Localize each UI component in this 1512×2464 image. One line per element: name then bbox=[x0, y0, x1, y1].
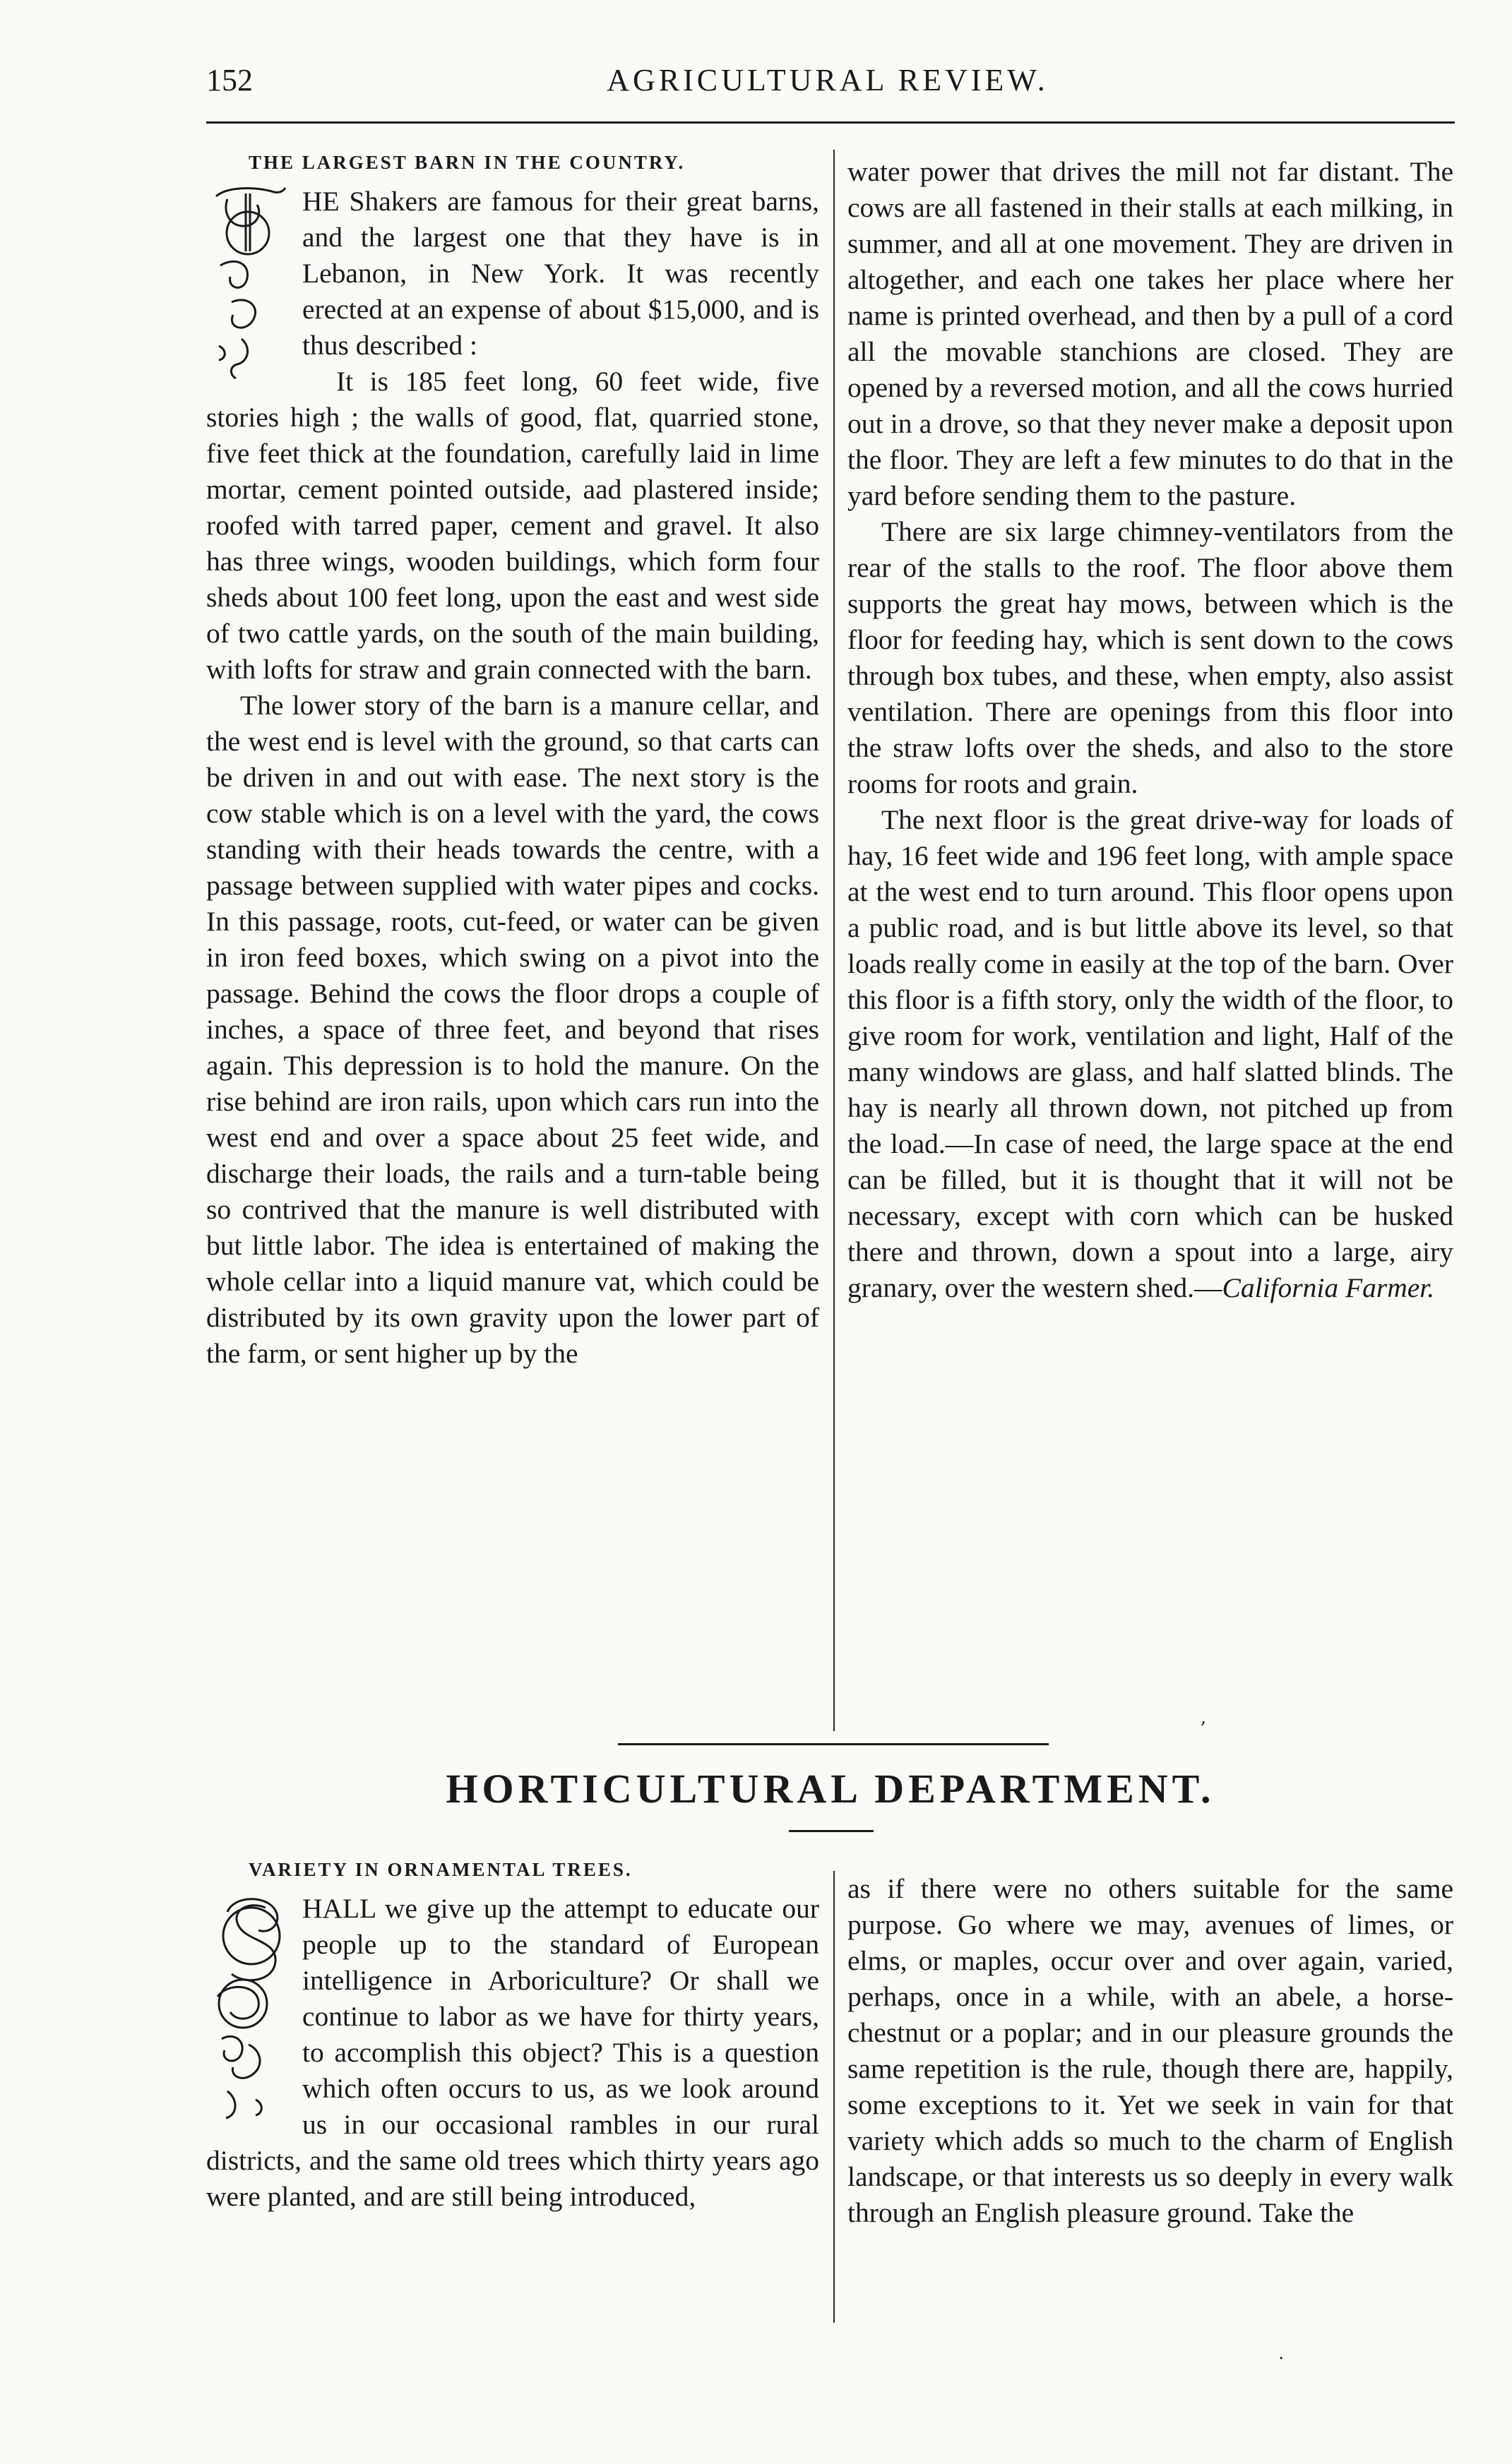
article1-column-left bbox=[206, 147, 819, 1372]
article1-paragraph-6 bbox=[847, 802, 1453, 1306]
article1-dropcap-ornament bbox=[206, 184, 290, 395]
department-title: HORTICULTURAL DEPARTMENT. bbox=[446, 1766, 1215, 1812]
running-head bbox=[206, 62, 1449, 112]
department-rule-bottom bbox=[789, 1830, 874, 1832]
journal-title: AGRICULTURAL REVIEW. bbox=[607, 63, 1049, 97]
article2-paragraph-1: HALL we give up the attempt to educate our people up to the standard of European intelligence in Arboriculture? Or shall we continue to labor as we have for thirty years, to accomplish this object? This is a question which often occurs to us, as we look around us in our occasional rambles in our rural districts, and the same old trees which thirty years ago were planted, and are still being introduced, bbox=[206, 1893, 819, 2212]
stray-mark: , bbox=[1201, 1707, 1207, 1728]
article1-paragraph-3: The lower story of the barn is a manure cellar, and the west end is level with the ground, so that carts can be driven in and out with ease. The next story is the cow stable which is on a level with the yard, the cows standing with their heads towards the centre, with a passage between supplied with water pipes and cocks. In this passage, roots, cut-feed, or water can be given in iron feed boxes, which swing on a pivot into the passage. Behind the cows the floor drops a couple of inches, a space of three feet, and beyond that rises again. This depression is to hold the manure. On the rise behind are iron rails, upon which cars run into the west end and over a space about 25 feet wide, and discharge their loads, the rails and a turn-table being so contrived that the manure is well distributed with but little labor. The idea is entertained of making the whole cellar into a liquid manure vat, which could be distributed by its own gravity upon the lower part of the farm, or sent higher up by the bbox=[206, 690, 819, 1369]
page-number: 152 bbox=[206, 63, 253, 97]
column-divider-bottom bbox=[833, 1871, 835, 2323]
article2-column-left bbox=[206, 1854, 819, 2215]
article1-paragraph-4: water power that drives the mill not far distant. The cows are all fastened in their stalls at each milking, in summer, and all at one movement. They are driven in altogether, and each one takes her place where her name is printed overhead, and then by a pull of a cord all the movable stanchions are closed. They are opened by a reversed motion, and all the cows hurried out in a drove, so that they never make a deposit upon the floor. They are left a few minutes to do that in the yard before sending them to the pasture. bbox=[847, 156, 1453, 511]
article1-column-right bbox=[847, 154, 1453, 1306]
article2-paragraph-2: as if there were no others suitable for the same purpose. Go where we may, avenues of limes, or elms, or maples, occur over and over again, varied, perhaps, once in a while, with an abele, a horse-chestnut or a poplar; and in our pleasure grounds the same repetition is the rule, though there are, happily, some exceptions to it. Yet we seek in vain for that variety which adds so much to the charm of English landscape, or that interests us so deeply in every walk through an English pleasure ground. Take the bbox=[847, 1873, 1453, 2228]
department-rule-top bbox=[618, 1743, 1049, 1745]
article1-paragraph-2: It is 185 feet long, 60 feet wide, five stories high ; the walls of good, flat, quarried stone, five feet thick at the foundation, carefully laid in lime mortar, cement pointed outside, aad plastered inside; roofed with tarred paper, cement and gravel. It also has three wings, wooden buildings, which form four sheds about 100 feet long, upon the east and west side of two cattle yards, on the south of the main building, with lofts for straw and grain connected with the barn. bbox=[206, 366, 819, 685]
article2-title: VARIETY IN ORNAMENTAL TREES. bbox=[249, 1859, 633, 1880]
article2-dropcap-ornament bbox=[206, 1891, 290, 2128]
article1-paragraph-6-text: The next floor is the great drive-way for loads of hay, 16 feet wide and 196 feet long, with ample space at the west end to turn around. This floor opens upon a public road, and is but little above its level, so that loads really come in easily at the top of the barn. Over this floor is a fifth story, only the width of the floor, to give room for work, ventilation and light, Half of the many windows are glass, and half slatted blinds. The hay is nearly all thrown down, not pitched up from the load.—In case of need, the large space at the end can be filled, but it is thought that it will not be necessary, except with corn which can be husked there and thrown, down a spout into a large, airy granary, over the western shed.— bbox=[847, 804, 1453, 1303]
column-divider-top bbox=[833, 150, 835, 1731]
article1-paragraph-5: There are six large chimney-ventilators from the rear of the stalls to the roof. The floor above them supports the great hay mows, between which is the floor for feeding hay, which is sent down to the cows through box tubes, and these, when empty, also assist ventilation. There are openings from this floor into the straw lofts over the sheds, and also to the store rooms for roots and grain. bbox=[847, 516, 1453, 799]
ornamental-T-icon bbox=[206, 184, 290, 395]
stray-mark-bottom: . bbox=[1278, 2343, 1285, 2364]
article1-source: California Farmer. bbox=[1222, 1272, 1435, 1303]
article1-paragraph-1: HE Shakers are famous for their great barns, and the largest one that they have is in Lebanon, in New York. It was recently erected at an expense of about $15,000, and is thus described : bbox=[302, 186, 819, 361]
article1-title: THE LARGEST BARN IN THE COUNTRY. bbox=[249, 152, 686, 173]
article2-column-right bbox=[847, 1871, 1453, 2231]
header-rule bbox=[206, 121, 1455, 124]
ornamental-S-icon bbox=[206, 1891, 290, 2128]
